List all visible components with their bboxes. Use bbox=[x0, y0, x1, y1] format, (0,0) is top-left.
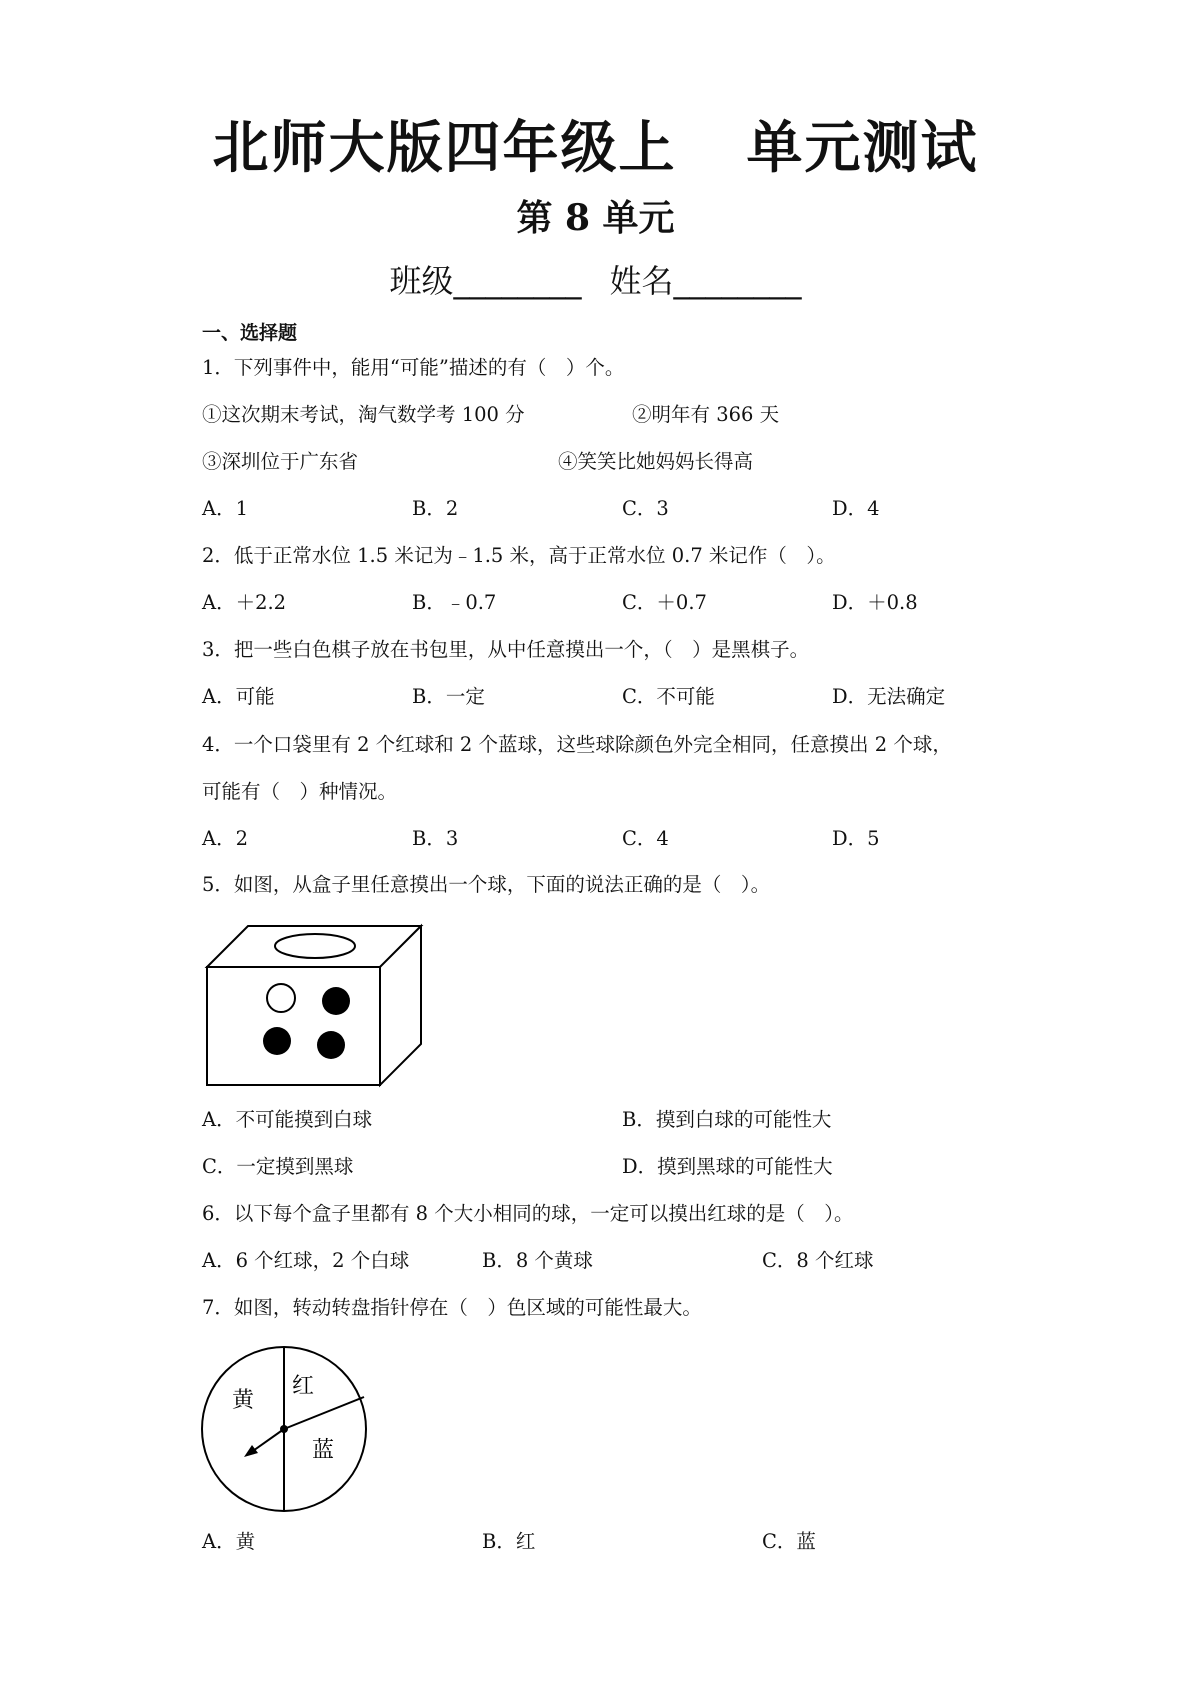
q2-option-c[interactable]: C．＋0.7 bbox=[622, 591, 707, 614]
q4-option-a[interactable]: A．2 bbox=[202, 827, 248, 850]
q1-item-1: ①这次期末考试，淘气数学考 100 分 bbox=[202, 403, 525, 426]
q1-option-a[interactable]: A．1 bbox=[202, 497, 248, 520]
class-field[interactable]: 班级________ bbox=[389, 262, 582, 300]
q1-item-2: ②明年有 366 天 bbox=[632, 403, 780, 426]
q3-option-d[interactable]: D．无法确定 bbox=[832, 685, 946, 708]
q3-option-a[interactable]: A．可能 bbox=[202, 685, 275, 708]
q6-option-c[interactable]: C．8 个红球 bbox=[762, 1249, 874, 1272]
section-heading: 一、选择题 bbox=[202, 322, 298, 344]
q7-option-c[interactable]: C．蓝 bbox=[762, 1530, 816, 1553]
box-figure bbox=[205, 924, 425, 1089]
question-3-stem: 3．把一些白色棋子放在书包里，从中任意摸出一个，（ ）是黑棋子。 bbox=[202, 638, 810, 661]
box-opening bbox=[275, 934, 355, 958]
title-part2: 单元测试 bbox=[746, 116, 979, 181]
q4-option-d[interactable]: D．5 bbox=[832, 827, 880, 850]
question-4-stem-line2: 可能有（ ）种情况。 bbox=[202, 780, 398, 803]
q2-option-d[interactable]: D．＋0.8 bbox=[832, 591, 918, 614]
spinner-label-blue: 蓝 bbox=[312, 1438, 335, 1463]
spinner-center bbox=[280, 1425, 288, 1433]
q3-option-c[interactable]: C．不可能 bbox=[622, 685, 715, 708]
q1-item-3: ③深圳位于广东省 bbox=[202, 450, 359, 473]
spinner-label-yellow: 黄 bbox=[232, 1388, 255, 1413]
q6-option-a[interactable]: A．6 个红球，2 个白球 bbox=[202, 1249, 410, 1272]
black-ball-2 bbox=[263, 1027, 291, 1055]
q7-option-a[interactable]: A．黄 bbox=[202, 1530, 256, 1553]
name-field[interactable]: 姓名________ bbox=[609, 262, 802, 300]
q2-option-b[interactable]: B．﹣0.7 bbox=[412, 591, 497, 614]
question-4-stem-line1: 4．一个口袋里有 2 个红球和 2 个蓝球，这些球除颜色外完全相同，任意摸出 2 个球， bbox=[202, 733, 952, 756]
spinner-figure bbox=[200, 1345, 370, 1515]
q1-option-b[interactable]: B．2 bbox=[412, 497, 459, 520]
q4-option-c[interactable]: C．4 bbox=[622, 827, 669, 850]
box-front-face bbox=[207, 967, 380, 1085]
document-title bbox=[0, 104, 1191, 184]
q5-option-c[interactable]: C．一定摸到黑球 bbox=[202, 1155, 354, 1178]
question-6-stem: 6．以下每个盒子里都有 8 个大小相同的球，一定可以摸出红球的是（ ）。 bbox=[202, 1202, 854, 1225]
q5-option-d[interactable]: D．摸到黑球的可能性大 bbox=[622, 1155, 833, 1178]
black-ball-3 bbox=[317, 1031, 345, 1059]
q4-option-b[interactable]: B．3 bbox=[412, 827, 459, 850]
spinner-label-red: 红 bbox=[292, 1374, 315, 1399]
q5-option-a[interactable]: A．不可能摸到白球 bbox=[202, 1108, 373, 1131]
q5-option-b[interactable]: B．摸到白球的可能性大 bbox=[622, 1108, 832, 1131]
unit-subtitle: 第 8 单元 bbox=[516, 197, 675, 239]
q2-option-a[interactable]: A．＋2.2 bbox=[202, 591, 287, 614]
q7-option-b[interactable]: B．红 bbox=[482, 1530, 536, 1553]
q3-option-b[interactable]: B．一定 bbox=[412, 685, 485, 708]
question-5-stem: 5．如图，从盒子里任意摸出一个球，下面的说法正确的是（ ）。 bbox=[202, 873, 771, 896]
class-name-line bbox=[0, 256, 1191, 302]
q1-item-4: ④笑笑比她妈妈长得高 bbox=[558, 450, 754, 473]
q1-option-c[interactable]: C．3 bbox=[622, 497, 669, 520]
black-ball-1 bbox=[322, 987, 350, 1015]
question-1-stem: 1．下列事件中，能用“可能”描述的有（ ）个。 bbox=[202, 356, 625, 379]
white-ball bbox=[267, 984, 295, 1012]
q6-option-b[interactable]: B．8 个黄球 bbox=[482, 1249, 593, 1272]
q1-option-d[interactable]: D．4 bbox=[832, 497, 880, 520]
question-7-stem: 7．如图，转动转盘指针停在（ ）色区域的可能性最大。 bbox=[202, 1296, 702, 1319]
title-part1: 北师大版四年级上 bbox=[212, 116, 677, 181]
question-2-stem: 2．低于正常水位 1.5 米记为﹣1.5 米，高于正常水位 0.7 米记作（ ）。 bbox=[202, 544, 836, 567]
